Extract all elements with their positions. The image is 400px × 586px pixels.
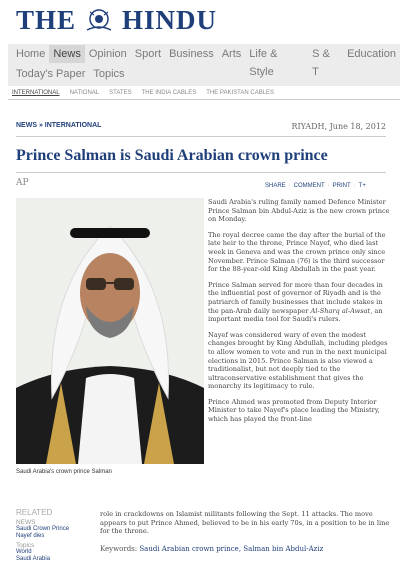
text-size-link[interactable]: T+	[358, 183, 366, 189]
masthead-the: THE	[16, 4, 77, 35]
related-news-label: NEWS	[16, 519, 36, 526]
subnav-states[interactable]: STATES	[109, 90, 132, 96]
keywords-label: Keywords:	[100, 545, 138, 553]
paragraph: Prince Ahmed was promoted from Deputy Interior Minister to take Nayef's place leading the Ministry, which has played the front-line	[208, 397, 380, 424]
article-headline: Prince Salman is Saudi Arabian crown prince	[16, 147, 328, 164]
emblem-icon	[82, 5, 116, 35]
nav-item-arts[interactable]: Arts	[221, 48, 242, 60]
nav-item-news[interactable]: News	[49, 45, 85, 63]
print-link[interactable]: PRINT	[332, 183, 351, 189]
nav-item-topics[interactable]: Topics	[93, 68, 125, 80]
related-link[interactable]: Saudi Crown Prince	[16, 526, 70, 532]
crumb-row	[16, 122, 400, 131]
nav-row-2	[8, 64, 400, 84]
nav-item-life-style[interactable]: Life & Style	[249, 48, 278, 78]
article-tools	[265, 183, 366, 189]
masthead	[0, 0, 400, 40]
keyword-links[interactable]: Saudi Arabian crown prince, Salman bin Abdul-Aziz	[139, 545, 324, 553]
dateline: RIYADH, June 18, 2012	[291, 122, 386, 131]
paragraph: Saudi Arabia's ruling family named Defence Minister Prince Salman bin Abdul-Aziz is the new crown prince on Monday.	[208, 198, 390, 224]
photo-caption: Saudi Arabia's crown prince Salman	[16, 469, 112, 475]
related-heading: RELATED	[16, 508, 53, 517]
tool-separator: ·	[327, 183, 330, 189]
paragraph: The royal decree came the day after the burial of the late heir to the throne, Prince Nayef, who died last week in Geneva and was the crown prince only since November. Prince Salman (76) is the third successor for the 88-year-old King Abdullah in the past year.	[208, 230, 386, 274]
subnav-national[interactable]: NATIONAL	[69, 90, 100, 96]
subnav-the-india-cables[interactable]: THE INDIA CABLES	[141, 90, 197, 96]
paragraph: Nayef was considered wary of even the modest changes brought by King Abdullah, including pledges to allow women to vote and run in the next municipal elections in 2015. Prince Salman is also viewed a traditionalist, but not deeply tied to the ultraconservative establishment that gives the monarchy its legitimacy to rule.	[208, 330, 388, 391]
related-topics-label: Topics	[16, 542, 35, 549]
share-link[interactable]: SHARE	[265, 183, 286, 189]
byline: AP	[16, 178, 29, 188]
paragraph-text: Prince Salman served for more than four decades in the influential post of governor of Riyadh and is the patriarch of family businesses that include stakes in the pan-Arab daily newspaper	[208, 280, 383, 315]
tool-separator: ·	[353, 183, 356, 189]
subnav-the-pakistan-cables[interactable]: THE PAKISTAN CABLES	[206, 90, 275, 96]
topic-link[interactable]: Saudi Arabia	[16, 556, 51, 562]
nav-item-education[interactable]: Education	[347, 48, 396, 60]
masthead-hindu: HINDU	[122, 4, 218, 35]
topic-link[interactable]: World	[16, 549, 32, 555]
nav-item-s-t[interactable]: S & T	[312, 48, 330, 78]
nav-item-opinion[interactable]: Opinion	[88, 48, 127, 60]
newspaper-name: Al-Sharq al-Awsat	[310, 306, 371, 315]
divider	[16, 172, 386, 173]
portrait-illustration	[16, 198, 204, 464]
nav-item-today-s-paper[interactable]: Today's Paper	[16, 68, 86, 80]
nav-item-home[interactable]: Home	[16, 48, 46, 60]
tool-separator: ·	[288, 183, 291, 189]
nav-item-business[interactable]: Business	[169, 48, 214, 60]
nav-item-sport[interactable]: Sport	[134, 48, 162, 60]
paragraph-text: , an important media tool for Saudi's rulers.	[208, 306, 383, 324]
section-subnav	[8, 88, 400, 100]
paragraph	[208, 281, 390, 324]
paragraph-continued: role in crackdowns on Islamist militants following the Sept. 11 attacks. The move appears to put Prince Ahmed, believed to be in his early 70s, in a position to be in line for the throne.	[100, 510, 390, 536]
related-panel	[16, 508, 86, 563]
comment-link[interactable]: COMMENT	[293, 183, 325, 189]
main-nav	[8, 44, 400, 86]
breadcrumb[interactable]: NEWS » INTERNATIONAL	[16, 122, 102, 129]
article-body	[208, 198, 390, 431]
subnav-international[interactable]: INTERNATIONAL	[12, 90, 60, 96]
keywords	[100, 545, 323, 553]
article-photo	[16, 198, 204, 464]
divider	[16, 136, 386, 137]
related-link[interactable]: Nayef dies	[16, 533, 45, 539]
